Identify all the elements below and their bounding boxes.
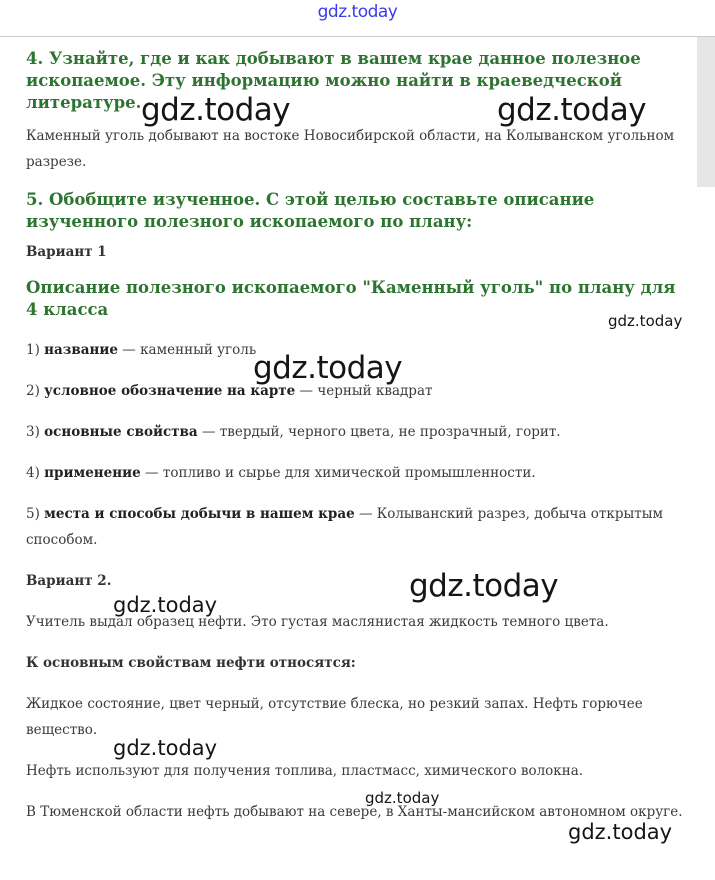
variant2-intro: Учитель выдал образец нефти. Это густая маслянистая жидкость темного цвета.	[26, 614, 609, 630]
plan-item-text: — черный квадрат	[295, 383, 433, 399]
properties-label: К основным свойствам нефти относятся:	[26, 655, 356, 671]
plan-item-text: — твердый, черного цвета, не прозрачный, горит.	[197, 424, 561, 440]
plan-item-text: — Колыванский разрез, добыча открытым способом.	[26, 506, 663, 548]
watermark: gdz.today	[568, 820, 673, 844]
plan-item-term: применение	[44, 465, 141, 481]
watermark: gdz.today	[253, 350, 403, 386]
watermark: gdz.today	[409, 568, 559, 604]
plan-item-number: 4)	[26, 465, 40, 481]
site-logo[interactable]: gdz.today	[317, 2, 398, 22]
task4-heading: 4. Узнайте, где и как добывают в вашем крае данное полезное ископаемое. Эту информацию можно найти в краеведческой литературе.	[26, 49, 641, 112]
plan-item-text: — топливо и сырье для химической промышленности.	[140, 465, 536, 481]
site-header	[0, 0, 715, 37]
variant2-label: Вариант 2.	[26, 573, 112, 589]
plan-item-number: 5)	[26, 506, 40, 522]
plan-item-3	[26, 419, 686, 445]
variant1-title: Описание полезного ископаемого "Каменный уголь" по плану для 4 класса	[26, 278, 676, 319]
plan-item-term: условное обозначение на карте	[44, 383, 296, 399]
plan-item-number: 1)	[26, 342, 40, 358]
task5-heading: 5. Обобщите изученное. С этой целью составьте описание изученного полезного ископаемого по плану:	[26, 190, 595, 231]
task4-answer: Каменный уголь добывают на востоке Новосибирской области, на Колыванском угольном разрезе.	[26, 128, 675, 170]
plan-item-number: 2)	[26, 383, 40, 399]
watermark: gdz.today	[365, 789, 440, 807]
watermark: gdz.today	[497, 92, 647, 128]
scrollbar-track[interactable]	[697, 37, 715, 187]
plan-item-term: основные свойства	[44, 424, 198, 440]
plan-item-4	[26, 460, 686, 486]
plan-item-5	[26, 501, 686, 553]
variant1-label: Вариант 1	[26, 244, 107, 260]
plan-item-term: места и способы добычи в нашем крае	[44, 506, 355, 522]
properties-text: Жидкое состояние, цвет черный, отсутствие блеска, но резкий запах. Нефть горючее вещество.	[26, 696, 643, 738]
usage-text: Нефть используют для получения топлива, пластмасс, химического волокна.	[26, 763, 584, 779]
watermark: gdz.today	[113, 593, 218, 617]
watermark: gdz.today	[141, 92, 291, 128]
watermark: gdz.today	[608, 312, 683, 330]
plan-item-term: название	[44, 342, 119, 358]
article-content	[26, 36, 686, 825]
plan-item-text: — каменный уголь	[118, 342, 257, 358]
location-text: В Тюменской области нефть добывают на севере, в Ханты-мансийском автономном округе.	[26, 804, 683, 820]
plan-item-number: 3)	[26, 424, 40, 440]
watermark: gdz.today	[113, 736, 218, 760]
